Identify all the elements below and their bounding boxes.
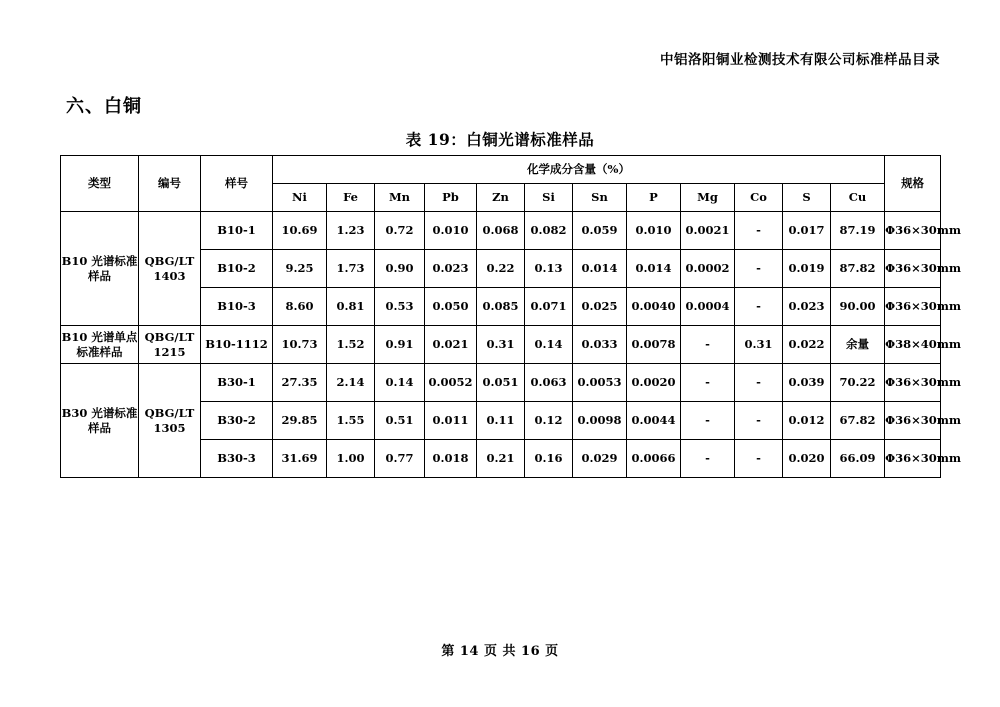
- header-element-mg: Mg: [681, 184, 735, 212]
- header-element-p: P: [627, 184, 681, 212]
- cell-co: -: [735, 288, 783, 326]
- cell-si: 0.14: [525, 326, 573, 364]
- cell-s: 0.012: [783, 402, 831, 440]
- cell-pb: 0.010: [425, 212, 477, 250]
- cell-spec: Φ36×30mm: [885, 364, 941, 402]
- cell-mg: 0.0021: [681, 212, 735, 250]
- sample-number: B10-2: [201, 250, 273, 288]
- cell-cu: 66.09: [831, 440, 885, 478]
- cell-ni: 10.73: [273, 326, 327, 364]
- header-sample: 样号: [201, 156, 273, 212]
- cell-p: 0.0040: [627, 288, 681, 326]
- table-row: [61, 364, 941, 402]
- cell-co: 0.31: [735, 326, 783, 364]
- cell-si: 0.12: [525, 402, 573, 440]
- cell-s: 0.022: [783, 326, 831, 364]
- cell-sn: 0.0098: [573, 402, 627, 440]
- cell-s: 0.020: [783, 440, 831, 478]
- group-code: QBG/LT 1305: [139, 364, 201, 478]
- cell-fe: 1.73: [327, 250, 375, 288]
- cell-mn: 0.14: [375, 364, 425, 402]
- header-element-zn: Zn: [477, 184, 525, 212]
- cell-s: 0.017: [783, 212, 831, 250]
- header-element-mn: Mn: [375, 184, 425, 212]
- table-body: [61, 212, 962, 478]
- cell-zn: 0.22: [477, 250, 525, 288]
- section-heading: 六、白铜: [66, 96, 142, 117]
- cell-co: -: [735, 402, 783, 440]
- cell-pb: 0.021: [425, 326, 477, 364]
- header-element-pb: Pb: [425, 184, 477, 212]
- cell-pb: 0.0052: [425, 364, 477, 402]
- group-type: B10 光谱单点标准样品: [61, 326, 139, 364]
- sample-number: B10-1: [201, 212, 273, 250]
- cell-ni: 27.35: [273, 364, 327, 402]
- table-caption: 表 19：白铜光谱标准样品: [405, 130, 595, 149]
- cell-pb: 0.023: [425, 250, 477, 288]
- page-footer: 第 14 页 共 16 页: [441, 644, 559, 659]
- cell-spec: Φ36×30mm: [885, 402, 941, 440]
- cell-mg: -: [681, 402, 735, 440]
- cell-p: 0.0078: [627, 326, 681, 364]
- cell-mg: 0.0004: [681, 288, 735, 326]
- header-type: 类型: [61, 156, 139, 212]
- cell-mg: -: [681, 440, 735, 478]
- cell-sn: 0.029: [573, 440, 627, 478]
- cell-ni: 10.69: [273, 212, 327, 250]
- cell-fe: 1.23: [327, 212, 375, 250]
- cell-p: 0.0020: [627, 364, 681, 402]
- cell-mn: 0.90: [375, 250, 425, 288]
- sample-number: B30-3: [201, 440, 273, 478]
- header-code: 编号: [139, 156, 201, 212]
- header-spec: 规格: [885, 156, 941, 212]
- cell-mn: 0.72: [375, 212, 425, 250]
- cell-fe: 2.14: [327, 364, 375, 402]
- page-header-text: 中铝洛阳铜业检测技术有限公司标准样品目录: [660, 52, 940, 68]
- table-row: [61, 326, 941, 364]
- header-element-co: Co: [735, 184, 783, 212]
- sample-number: B30-1: [201, 364, 273, 402]
- cell-ni: 8.60: [273, 288, 327, 326]
- standard-samples-table: [60, 155, 962, 478]
- cell-p: 0.0044: [627, 402, 681, 440]
- cell-fe: 1.52: [327, 326, 375, 364]
- group-code: QBG/LT 1215: [139, 326, 201, 364]
- header-element-cu: Cu: [831, 184, 885, 212]
- sample-number: B30-2: [201, 402, 273, 440]
- cell-zn: 0.31: [477, 326, 525, 364]
- header-element-sn: Sn: [573, 184, 627, 212]
- cell-zn: 0.068: [477, 212, 525, 250]
- header-element-fe: Fe: [327, 184, 375, 212]
- cell-sn: 0.0053: [573, 364, 627, 402]
- cell-co: -: [735, 364, 783, 402]
- cell-s: 0.039: [783, 364, 831, 402]
- cell-si: 0.16: [525, 440, 573, 478]
- cell-spec: Φ36×30mm: [885, 288, 941, 326]
- cell-cu: 余量: [831, 326, 885, 364]
- standard-samples-table-container: [60, 155, 962, 478]
- cell-sn: 0.059: [573, 212, 627, 250]
- cell-p: 0.010: [627, 212, 681, 250]
- cell-zn: 0.051: [477, 364, 525, 402]
- cell-ni: 29.85: [273, 402, 327, 440]
- cell-ni: 9.25: [273, 250, 327, 288]
- cell-cu: 67.82: [831, 402, 885, 440]
- cell-cu: 70.22: [831, 364, 885, 402]
- group-type: B30 光谱标准样品: [61, 364, 139, 478]
- cell-mg: -: [681, 326, 735, 364]
- cell-pb: 0.050: [425, 288, 477, 326]
- cell-p: 0.0066: [627, 440, 681, 478]
- cell-mg: -: [681, 364, 735, 402]
- cell-co: -: [735, 212, 783, 250]
- cell-sn: 0.033: [573, 326, 627, 364]
- table-row: [61, 212, 941, 250]
- cell-zn: 0.11: [477, 402, 525, 440]
- cell-cu: 87.82: [831, 250, 885, 288]
- cell-pb: 0.018: [425, 440, 477, 478]
- cell-si: 0.071: [525, 288, 573, 326]
- header-element-si: Si: [525, 184, 573, 212]
- cell-s: 0.019: [783, 250, 831, 288]
- sample-number: B10-1112: [201, 326, 273, 364]
- cell-ni: 31.69: [273, 440, 327, 478]
- table-head: [61, 156, 941, 212]
- group-type: B10 光谱标准样品: [61, 212, 139, 326]
- cell-spec: Φ36×30mm: [885, 250, 941, 288]
- cell-cu: 90.00: [831, 288, 885, 326]
- cell-si: 0.063: [525, 364, 573, 402]
- cell-fe: 1.00: [327, 440, 375, 478]
- cell-mg: 0.0002: [681, 250, 735, 288]
- cell-spec: Φ38×40mm: [885, 326, 941, 364]
- cell-spec: Φ36×30mm: [885, 440, 941, 478]
- table-header-row-1: [61, 156, 941, 184]
- group-code: QBG/LT 1403: [139, 212, 201, 326]
- sample-number: B10-3: [201, 288, 273, 326]
- cell-fe: 0.81: [327, 288, 375, 326]
- header-element-s: S: [783, 184, 831, 212]
- cell-pb: 0.011: [425, 402, 477, 440]
- cell-sn: 0.025: [573, 288, 627, 326]
- cell-si: 0.13: [525, 250, 573, 288]
- cell-mn: 0.91: [375, 326, 425, 364]
- cell-zn: 0.21: [477, 440, 525, 478]
- cell-s: 0.023: [783, 288, 831, 326]
- cell-mn: 0.51: [375, 402, 425, 440]
- cell-mn: 0.77: [375, 440, 425, 478]
- cell-sn: 0.014: [573, 250, 627, 288]
- cell-si: 0.082: [525, 212, 573, 250]
- cell-co: -: [735, 440, 783, 478]
- cell-mn: 0.53: [375, 288, 425, 326]
- cell-zn: 0.085: [477, 288, 525, 326]
- header-element-ni: Ni: [273, 184, 327, 212]
- cell-cu: 87.19: [831, 212, 885, 250]
- cell-spec: Φ36×30mm: [885, 212, 941, 250]
- header-composition-group: 化学成分含量（%）: [273, 156, 885, 184]
- cell-p: 0.014: [627, 250, 681, 288]
- cell-co: -: [735, 250, 783, 288]
- cell-fe: 1.55: [327, 402, 375, 440]
